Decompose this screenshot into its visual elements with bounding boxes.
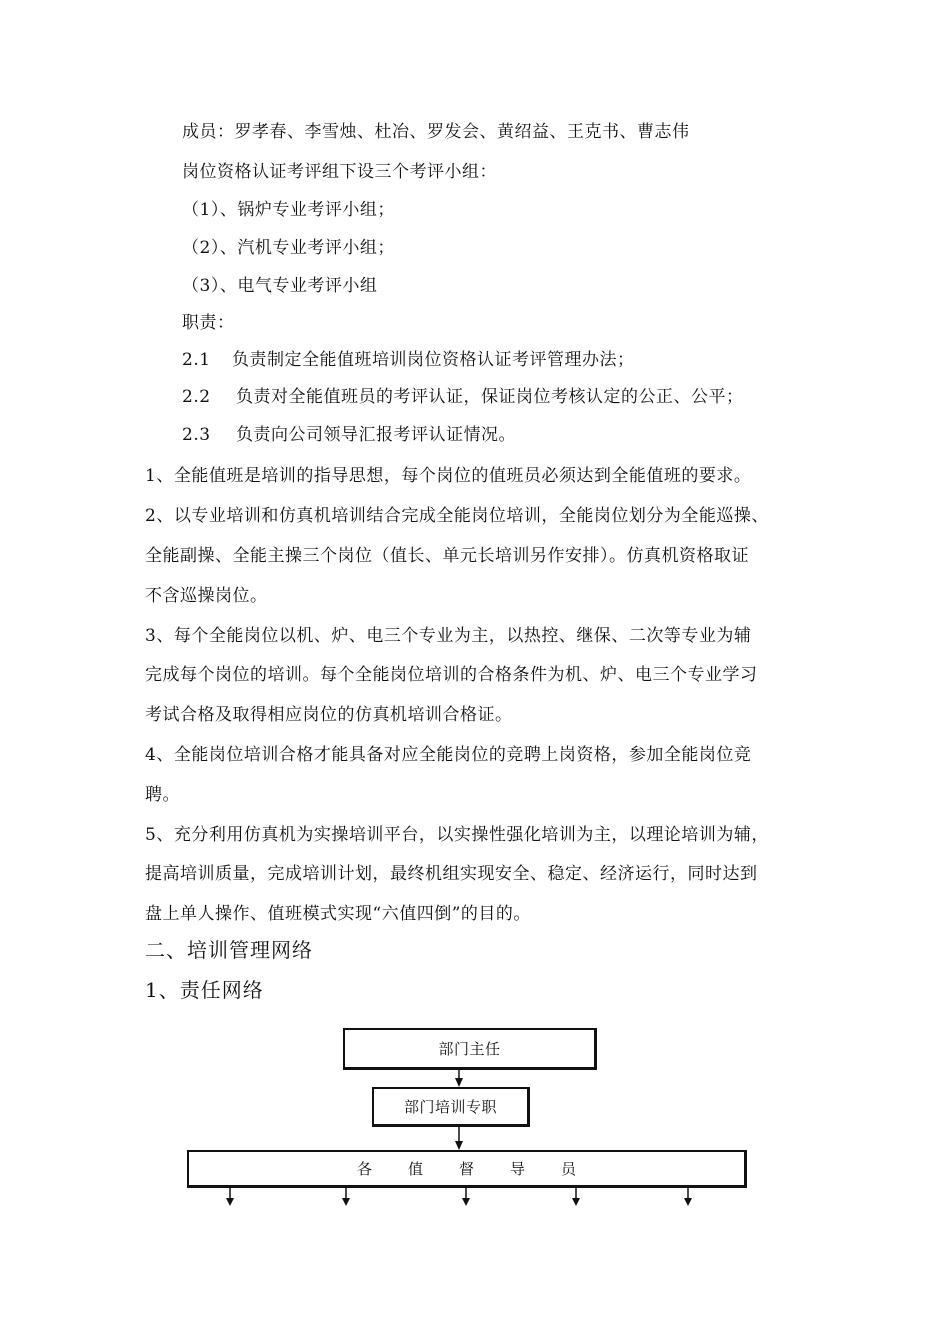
duty-text: 负责对全能值班员的考评认证，保证岗位考核认定的公正、公平； bbox=[236, 387, 744, 407]
duty-text: 负责制定全能值班培训岗位资格认证考评管理办法； bbox=[232, 350, 635, 370]
paragraph-line: 提高培训质量，完成培训计划，最终机组实现安全、稳定、经济运行，同时达到 bbox=[145, 864, 758, 884]
arrow-head-icon bbox=[462, 1198, 470, 1206]
org-box-label: 部门培训专职 bbox=[403, 1098, 497, 1116]
duty-number: 2.2 bbox=[182, 387, 211, 407]
paragraph-line: 盘上单人操作、值班模式实现“六值四倒”的目的。 bbox=[145, 904, 531, 924]
paragraph-line: 5、充分利用仿真机为实操培训平台，以实操性强化培训为主，以理论培训为辅， bbox=[145, 825, 769, 845]
duty-number: 2.1 bbox=[182, 350, 211, 370]
arrow-head-icon bbox=[455, 1141, 463, 1150]
groups-intro: 岗位资格认证考评组下设三个考评小组： bbox=[182, 162, 497, 182]
org-box-label: 部门主任 bbox=[438, 1040, 501, 1058]
paragraph-line: 全能副操、全能主操三个岗位（值长、单元长培训另作安排）。仿真机资格取证 bbox=[145, 546, 749, 566]
duty-text: 负责向公司领导汇报考评认证情况。 bbox=[236, 425, 516, 445]
arrow-head-icon bbox=[684, 1198, 692, 1206]
paragraph-line: 聘。 bbox=[145, 785, 180, 805]
arrow-head-icon bbox=[226, 1198, 234, 1206]
paragraph-line: 2、以专业培训和仿真机培训结合完成全能岗位培训，全能岗位划分为全能巡操、 bbox=[145, 506, 769, 526]
group-item-electrical: （3）、电气专业考评小组 bbox=[182, 276, 378, 296]
section-heading: 二、培训管理网络 bbox=[145, 938, 313, 962]
group-item-turbine: （2）、汽机专业考评小组； bbox=[182, 238, 395, 258]
paragraph-line: 4、全能岗位培训合格才能具备对应全能岗位的竞聘上岗资格，参加全能岗位竞 bbox=[145, 745, 752, 765]
duties-title: 职责： bbox=[182, 313, 235, 333]
arrow-head-icon bbox=[342, 1198, 350, 1206]
arrow-head-icon bbox=[572, 1198, 580, 1206]
members-line: 成员：罗孝春、李雪烛、杜冶、罗发会、黄绍益、王克书、曹志伟 bbox=[182, 122, 690, 142]
subsection-heading: 1、责任网络 bbox=[145, 978, 264, 1002]
org-box-label: 各值督导员 bbox=[356, 1160, 612, 1178]
group-item-boiler: （1）、锅炉专业考评小组； bbox=[182, 200, 395, 220]
paragraph-line: 不含巡操岗位。 bbox=[145, 586, 268, 606]
paragraph-line: 1、全能值班是培训的指导思想，每个岗位的值班员必须达到全能值班的要求。 bbox=[145, 466, 752, 486]
duty-number: 2.3 bbox=[182, 425, 211, 445]
paragraph-line: 完成每个岗位的培训。每个全能岗位培训的合格条件为机、炉、电三个专业学习 bbox=[145, 665, 758, 685]
paragraph-line: 3、每个全能岗位以机、炉、电三个专业为主，以热控、继保、二次等专业为辅 bbox=[145, 626, 752, 646]
arrow-head-icon bbox=[455, 1078, 463, 1087]
paragraph-line: 考试合格及取得相应岗位的仿真机培训合格证。 bbox=[145, 705, 513, 725]
